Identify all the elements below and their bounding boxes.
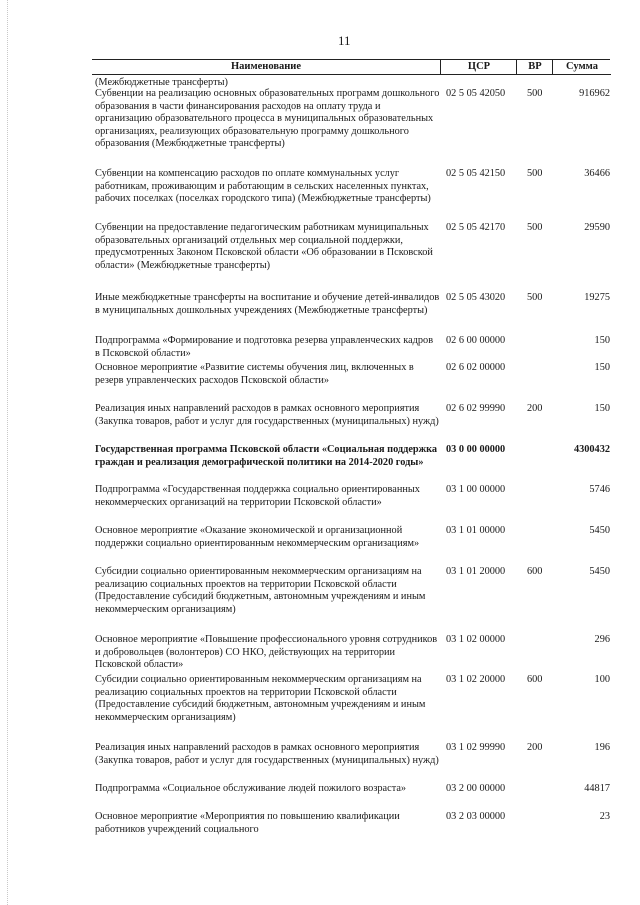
row-vr-code: 600 <box>527 674 543 685</box>
row-vr-code: 200 <box>527 403 543 414</box>
row-sum: 5746 <box>589 484 610 495</box>
row-vr-code: 500 <box>527 292 543 303</box>
row-sum: 44817 <box>584 783 610 794</box>
column-header-sum: Сумма <box>552 60 611 75</box>
row-name: Основное мероприятие «Мероприятия по повышению квалификации работников учреждений социального <box>95 811 400 835</box>
row-vr-code: 500 <box>527 168 543 179</box>
row-csr-code: 03 1 02 20000 <box>446 674 506 685</box>
row-name: Субсидии социально ориентированным некоммерческим организациям на реализацию социальных проектов на территории Псковской области (Предоставление субсидий бюджетным, автономным учреждениям и иным некоммерческим организациям) <box>95 566 426 615</box>
column-header-name: Наименование <box>92 60 440 75</box>
row-sum: 23 <box>599 811 610 822</box>
row-csr-code: 03 1 02 99990 <box>446 742 506 753</box>
row-vr-code: 600 <box>527 566 543 577</box>
row-csr-code: 03 1 02 00000 <box>446 634 506 645</box>
row-sum: 19275 <box>584 292 610 303</box>
row-name: Субвенции на реализацию основных образовательных программ дошкольного образования в части финансирования расходов на оплату труда и организацию образовательного процесса в муниципальных образовательных организациях, реализующих образовательную программу дошкольного образования (Межбюджетные трансферты) <box>95 88 440 150</box>
row-sum: 100 <box>594 674 610 685</box>
row-csr-code: 03 0 00 00000 <box>446 444 506 455</box>
row-name: Реализация иных направлений расходов в рамках основного мероприятия (Закупка товаров, работ и услуг для государственных (муниципальных) нужд) <box>95 403 439 427</box>
row-name: Основное мероприятие «Повышение профессионального уровня сотрудников и добровольцев (волонтеров) СО НКО, действующих на территории Псковской области» <box>95 634 438 671</box>
row-name: Субвенции на предоставление педагогическим работникам муниципальных образовательных организаций отдельных мер социальной поддержки, предусмотренных Законом Псковской области «Об образовании в Псковской области» (Межбюджетные трансферты) <box>95 222 433 271</box>
row-sum: 150 <box>594 362 610 373</box>
row-csr-code: 02 6 00 00000 <box>446 335 506 346</box>
row-sum: 5450 <box>589 566 610 577</box>
row-csr-code: 02 5 05 42050 <box>446 88 506 99</box>
page-number: 11 <box>338 33 351 48</box>
row-csr-code: 03 1 01 20000 <box>446 566 506 577</box>
row-csr-code: 03 2 00 00000 <box>446 783 506 794</box>
row-name: Основное мероприятие «Развитие системы обучения лиц, включенных в резерв управленческих расходов Псковской области» <box>95 362 414 386</box>
row-csr-code: 03 2 03 00000 <box>446 811 506 822</box>
row-name: Государственная программа Псковской области «Социальная поддержка граждан и реализация демографической политики на 2014-2020 годы» <box>95 444 438 468</box>
row-sum: 36466 <box>584 168 610 179</box>
column-header-csr: ЦСР <box>440 60 517 75</box>
row-csr-code: 02 5 05 43020 <box>446 292 506 303</box>
row-name: Подпрограмма «Социальное обслуживание людей пожилого возраста» <box>95 783 407 794</box>
row-sum: 296 <box>594 634 610 645</box>
row-name: Подпрограмма «Государственная поддержка социально ориентированных некоммерческих организаций на территории Псковской области» <box>95 484 420 508</box>
row-csr-code: 03 1 01 00000 <box>446 525 506 536</box>
row-sum: 5450 <box>589 525 610 536</box>
row-sum: 150 <box>594 335 610 346</box>
row-name: Иные межбюджетные трансферты на воспитание и обучение детей-инвалидов в муниципальных дошкольных учреждениях (Межбюджетные трансферты) <box>95 292 440 316</box>
row-vr-code: 500 <box>527 88 543 99</box>
row-name: Подпрограмма «Формирование и подготовка резерва управленческих кадров в Псковской области» <box>95 335 434 359</box>
row-name: (Межбюджетные трансферты) <box>95 77 228 88</box>
row-csr-code: 02 5 05 42150 <box>446 168 506 179</box>
row-vr-code: 500 <box>527 222 543 233</box>
row-sum: 150 <box>594 403 610 414</box>
row-name: Субсидии социально ориентированным некоммерческим организациям на реализацию социальных проектов на территории Псковской области (Предоставление субсидий бюджетным, автономным учреждениям и иным некоммерческим организациям) <box>95 674 426 723</box>
row-sum: 916962 <box>579 88 610 99</box>
row-name: Реализация иных направлений расходов в рамках основного мероприятия (Закупка товаров, работ и услуг для государственных (муниципальных) нужд) <box>95 742 439 766</box>
row-sum: 4300432 <box>573 444 610 455</box>
row-name: Субвенции на компенсацию расходов по оплате коммунальных услуг работникам, проживающим и работающим в сельских населенных пунктах, рабочих поселках (поселках городского типа) (Межбюджетные трансферты) <box>95 168 431 205</box>
row-csr-code: 02 5 05 42170 <box>446 222 506 233</box>
column-header-vr: ВР <box>516 60 553 75</box>
row-sum: 196 <box>594 742 610 753</box>
row-vr-code: 200 <box>527 742 543 753</box>
row-sum: 29590 <box>584 222 610 233</box>
row-csr-code: 02 6 02 00000 <box>446 362 506 373</box>
row-csr-code: 02 6 02 99990 <box>446 403 506 414</box>
row-csr-code: 03 1 00 00000 <box>446 484 506 495</box>
row-name: Основное мероприятие «Оказание экономической и организационной поддержки социально ориентированным некоммерческим организациям» <box>95 525 420 549</box>
